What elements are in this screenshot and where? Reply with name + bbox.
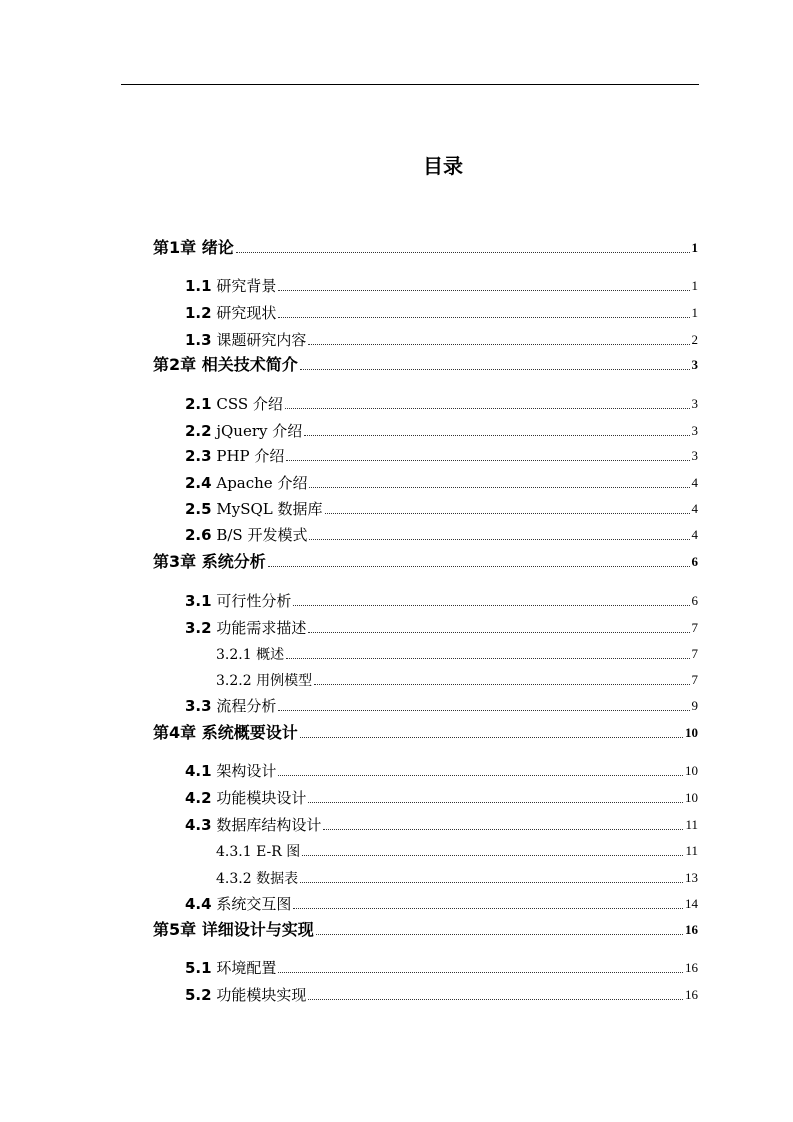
toc-entry-text: 流程分析 — [216, 697, 277, 715]
dot-leader — [309, 539, 689, 540]
toc-entry-label — [153, 549, 266, 572]
toc-entry-text: 功能模块实现 — [216, 986, 307, 1004]
toc-entry-text: CSS 介绍 — [216, 395, 283, 413]
toc-page-number: 4 — [691, 475, 698, 490]
toc-entry-label — [216, 670, 312, 690]
toc-entry-label — [185, 420, 302, 441]
toc-page-number: 7 — [691, 646, 698, 661]
toc-chapter-entry[interactable] — [153, 721, 698, 743]
toc-entry-label — [153, 352, 298, 375]
toc-entry-number: 2.2 — [185, 422, 212, 440]
toc-entry-text: PHP 介绍 — [216, 447, 285, 465]
toc-entry-number: 2.3 — [185, 447, 212, 465]
dot-leader — [308, 802, 683, 803]
toc-entry-label — [185, 275, 276, 296]
dot-leader — [293, 605, 689, 606]
dot-leader — [285, 408, 690, 409]
toc-entry-number: 第1章 — [153, 238, 197, 257]
dot-leader — [236, 252, 690, 253]
toc-entry-number: 5.1 — [185, 959, 212, 977]
toc-entry-number: 1.2 — [185, 304, 212, 322]
toc-entry-number: 5.2 — [185, 986, 212, 1004]
toc-section-entry[interactable] — [185, 419, 698, 441]
toc-entry-label — [185, 787, 306, 808]
toc-entry-label — [185, 590, 291, 611]
dot-leader — [286, 658, 689, 659]
toc-entry-label — [185, 498, 323, 519]
toc-entry-number: 3.1 — [185, 592, 212, 610]
toc-page-number: 6 — [691, 593, 698, 608]
dot-leader — [302, 855, 683, 856]
toc-section-entry[interactable] — [185, 694, 698, 716]
toc-page-number: 14 — [685, 896, 698, 911]
toc-page-number: 1 — [691, 305, 698, 320]
toc-entry-label — [216, 868, 298, 888]
toc-entry-text: 可行性分析 — [216, 592, 292, 610]
toc-page-number: 4 — [691, 501, 698, 516]
toc-page-number: 9 — [691, 698, 698, 713]
dot-leader — [278, 972, 683, 973]
toc-entry-number: 3.3 — [185, 697, 212, 715]
toc-page-number: 1 — [691, 278, 698, 293]
toc-entry-number: 1.1 — [185, 277, 212, 295]
toc-entry-text: 概述 — [256, 647, 285, 663]
dot-leader — [300, 737, 683, 738]
toc-section-entry[interactable] — [185, 328, 698, 350]
toc-entry-text: 相关技术简介 — [201, 355, 298, 374]
toc-entry-text: 功能需求描述 — [216, 619, 307, 637]
toc-page-number: 13 — [685, 870, 698, 885]
toc-entry-text: 数据表 — [256, 871, 299, 887]
toc-entry-text: jQuery 介绍 — [216, 422, 303, 440]
toc-entry-label — [185, 984, 306, 1005]
toc-entry-number: 4.2 — [185, 789, 212, 807]
dot-leader — [278, 710, 689, 711]
toc-section-entry[interactable] — [185, 471, 698, 493]
toc-entry-label — [216, 644, 284, 664]
dot-leader — [293, 908, 683, 909]
toc-entry-label — [185, 302, 276, 323]
toc-entry-label — [216, 841, 300, 861]
dot-leader — [300, 882, 683, 883]
toc-page-number: 3 — [691, 448, 698, 463]
toc-entry-text: 数据库结构设计 — [216, 816, 322, 834]
toc-page-number: 7 — [691, 620, 698, 635]
toc-entry-label — [185, 524, 307, 545]
dot-leader — [278, 317, 689, 318]
toc-page-number: 3 — [691, 423, 698, 438]
toc-page-number: 2 — [691, 332, 698, 347]
toc-entry-label — [185, 695, 276, 716]
toc-entry-label — [185, 445, 284, 466]
toc-entry-text: B/S 开发模式 — [216, 526, 308, 544]
toc-entry-number: 3.2.2 — [216, 673, 252, 689]
dot-leader — [286, 460, 689, 461]
toc-entry-number: 4.3.2 — [216, 871, 252, 887]
toc-entry-text: 系统分析 — [201, 552, 266, 571]
toc-entry-label — [153, 720, 298, 743]
toc-page-number: 3 — [691, 357, 698, 372]
toc-entry-label — [185, 760, 276, 781]
toc-entry-text: 系统概要设计 — [201, 723, 298, 742]
toc-page-number: 11 — [685, 817, 698, 832]
toc-entry-label — [153, 235, 234, 258]
dot-leader — [304, 435, 689, 436]
toc-section-entry[interactable] — [185, 523, 698, 545]
toc-entry-number: 2.5 — [185, 500, 212, 518]
toc-entry-label — [185, 393, 283, 414]
toc-entry-text: MySQL 数据库 — [216, 500, 323, 518]
dot-leader — [268, 566, 690, 567]
toc-section-entry[interactable] — [185, 759, 698, 781]
toc-entry-text: E-R 图 — [256, 844, 301, 860]
toc-entry-text: 架构设计 — [216, 762, 277, 780]
toc-entry-label — [153, 917, 314, 940]
toc-page-number: 10 — [685, 763, 698, 778]
dot-leader — [308, 632, 689, 633]
toc-page-number: 16 — [685, 987, 698, 1002]
toc-entry-text: 研究现状 — [216, 304, 277, 322]
toc-entry-number: 4.3 — [185, 816, 212, 834]
toc-section-entry[interactable] — [185, 444, 698, 466]
toc-page-number: 4 — [691, 527, 698, 542]
toc-section-entry[interactable] — [185, 983, 698, 1005]
dot-leader — [316, 934, 683, 935]
dot-leader — [323, 829, 683, 830]
toc-page-number: 11 — [685, 843, 698, 858]
toc-section-entry[interactable] — [185, 786, 698, 808]
toc-entry-number: 第5章 — [153, 920, 197, 939]
toc-entry-number: 4.4 — [185, 895, 212, 913]
toc-entry-number: 第3章 — [153, 552, 197, 571]
toc-entry-label — [185, 893, 291, 914]
dot-leader — [314, 684, 689, 685]
toc-page-number: 3 — [691, 396, 698, 411]
toc-section-entry[interactable] — [185, 392, 698, 414]
toc-page-number: 10 — [685, 790, 698, 805]
toc-section-entry[interactable] — [216, 839, 698, 861]
toc-chapter-entry[interactable] — [153, 918, 698, 940]
toc-entry-text: 绪论 — [201, 238, 234, 257]
toc-entry-number: 4.1 — [185, 762, 212, 780]
toc-entry-label — [185, 814, 321, 835]
toc-entry-number: 1.3 — [185, 331, 212, 349]
toc-entry-number: 第4章 — [153, 723, 197, 742]
toc-entry-number: 3.2 — [185, 619, 212, 637]
toc-section-entry[interactable] — [185, 301, 698, 323]
toc-page-number: 16 — [685, 960, 698, 975]
toc-section-entry[interactable] — [185, 274, 698, 296]
toc-entry-text: 详细设计与实现 — [201, 920, 314, 939]
toc-section-entry[interactable] — [185, 497, 698, 519]
dot-leader — [308, 999, 683, 1000]
toc-section-entry[interactable] — [216, 866, 698, 888]
toc-section-entry[interactable] — [185, 892, 698, 914]
toc-page-number: 1 — [691, 240, 698, 255]
dot-leader — [278, 290, 689, 291]
toc-entry-text: 课题研究内容 — [216, 331, 307, 349]
toc-entry-number: 3.2.1 — [216, 647, 252, 663]
toc-entry-label — [185, 329, 306, 350]
toc-entry-text: 研究背景 — [216, 277, 277, 295]
toc-page-number: 16 — [685, 922, 698, 937]
toc-entry-number: 第2章 — [153, 355, 197, 374]
toc-entry-text: 功能模块设计 — [216, 789, 307, 807]
toc-entry-text: 用例模型 — [256, 673, 313, 689]
toc-title: 目录 — [423, 154, 463, 178]
toc-page-number: 10 — [685, 725, 698, 740]
dot-leader — [325, 513, 690, 514]
toc-entry-text: 环境配置 — [216, 959, 277, 977]
toc-entry-text: Apache 介绍 — [216, 474, 308, 492]
toc-section-entry[interactable] — [216, 642, 698, 664]
toc-page-number: 6 — [691, 554, 698, 569]
dot-leader — [300, 369, 690, 370]
toc-entry-text: 系统交互图 — [216, 895, 292, 913]
toc-chapter-entry[interactable] — [153, 550, 698, 572]
toc-entry-label — [185, 957, 276, 978]
toc-entry-number: 2.1 — [185, 395, 212, 413]
toc-entry-label — [185, 472, 307, 493]
toc-chapter-entry[interactable] — [153, 236, 698, 258]
dot-leader — [278, 775, 683, 776]
dot-leader — [308, 344, 689, 345]
toc-entry-number: 2.6 — [185, 526, 212, 544]
toc-section-entry[interactable] — [216, 668, 698, 690]
toc-section-entry[interactable] — [185, 813, 698, 835]
toc-entry-label — [185, 617, 306, 638]
dot-leader — [309, 487, 689, 488]
toc-section-entry[interactable] — [185, 956, 698, 978]
toc-entry-number: 2.4 — [185, 474, 212, 492]
toc-entry-number: 4.3.1 — [216, 844, 252, 860]
toc-page-number: 7 — [691, 672, 698, 687]
toc-section-entry[interactable] — [185, 616, 698, 638]
toc-section-entry[interactable] — [185, 589, 698, 611]
toc-chapter-entry[interactable] — [153, 353, 698, 375]
